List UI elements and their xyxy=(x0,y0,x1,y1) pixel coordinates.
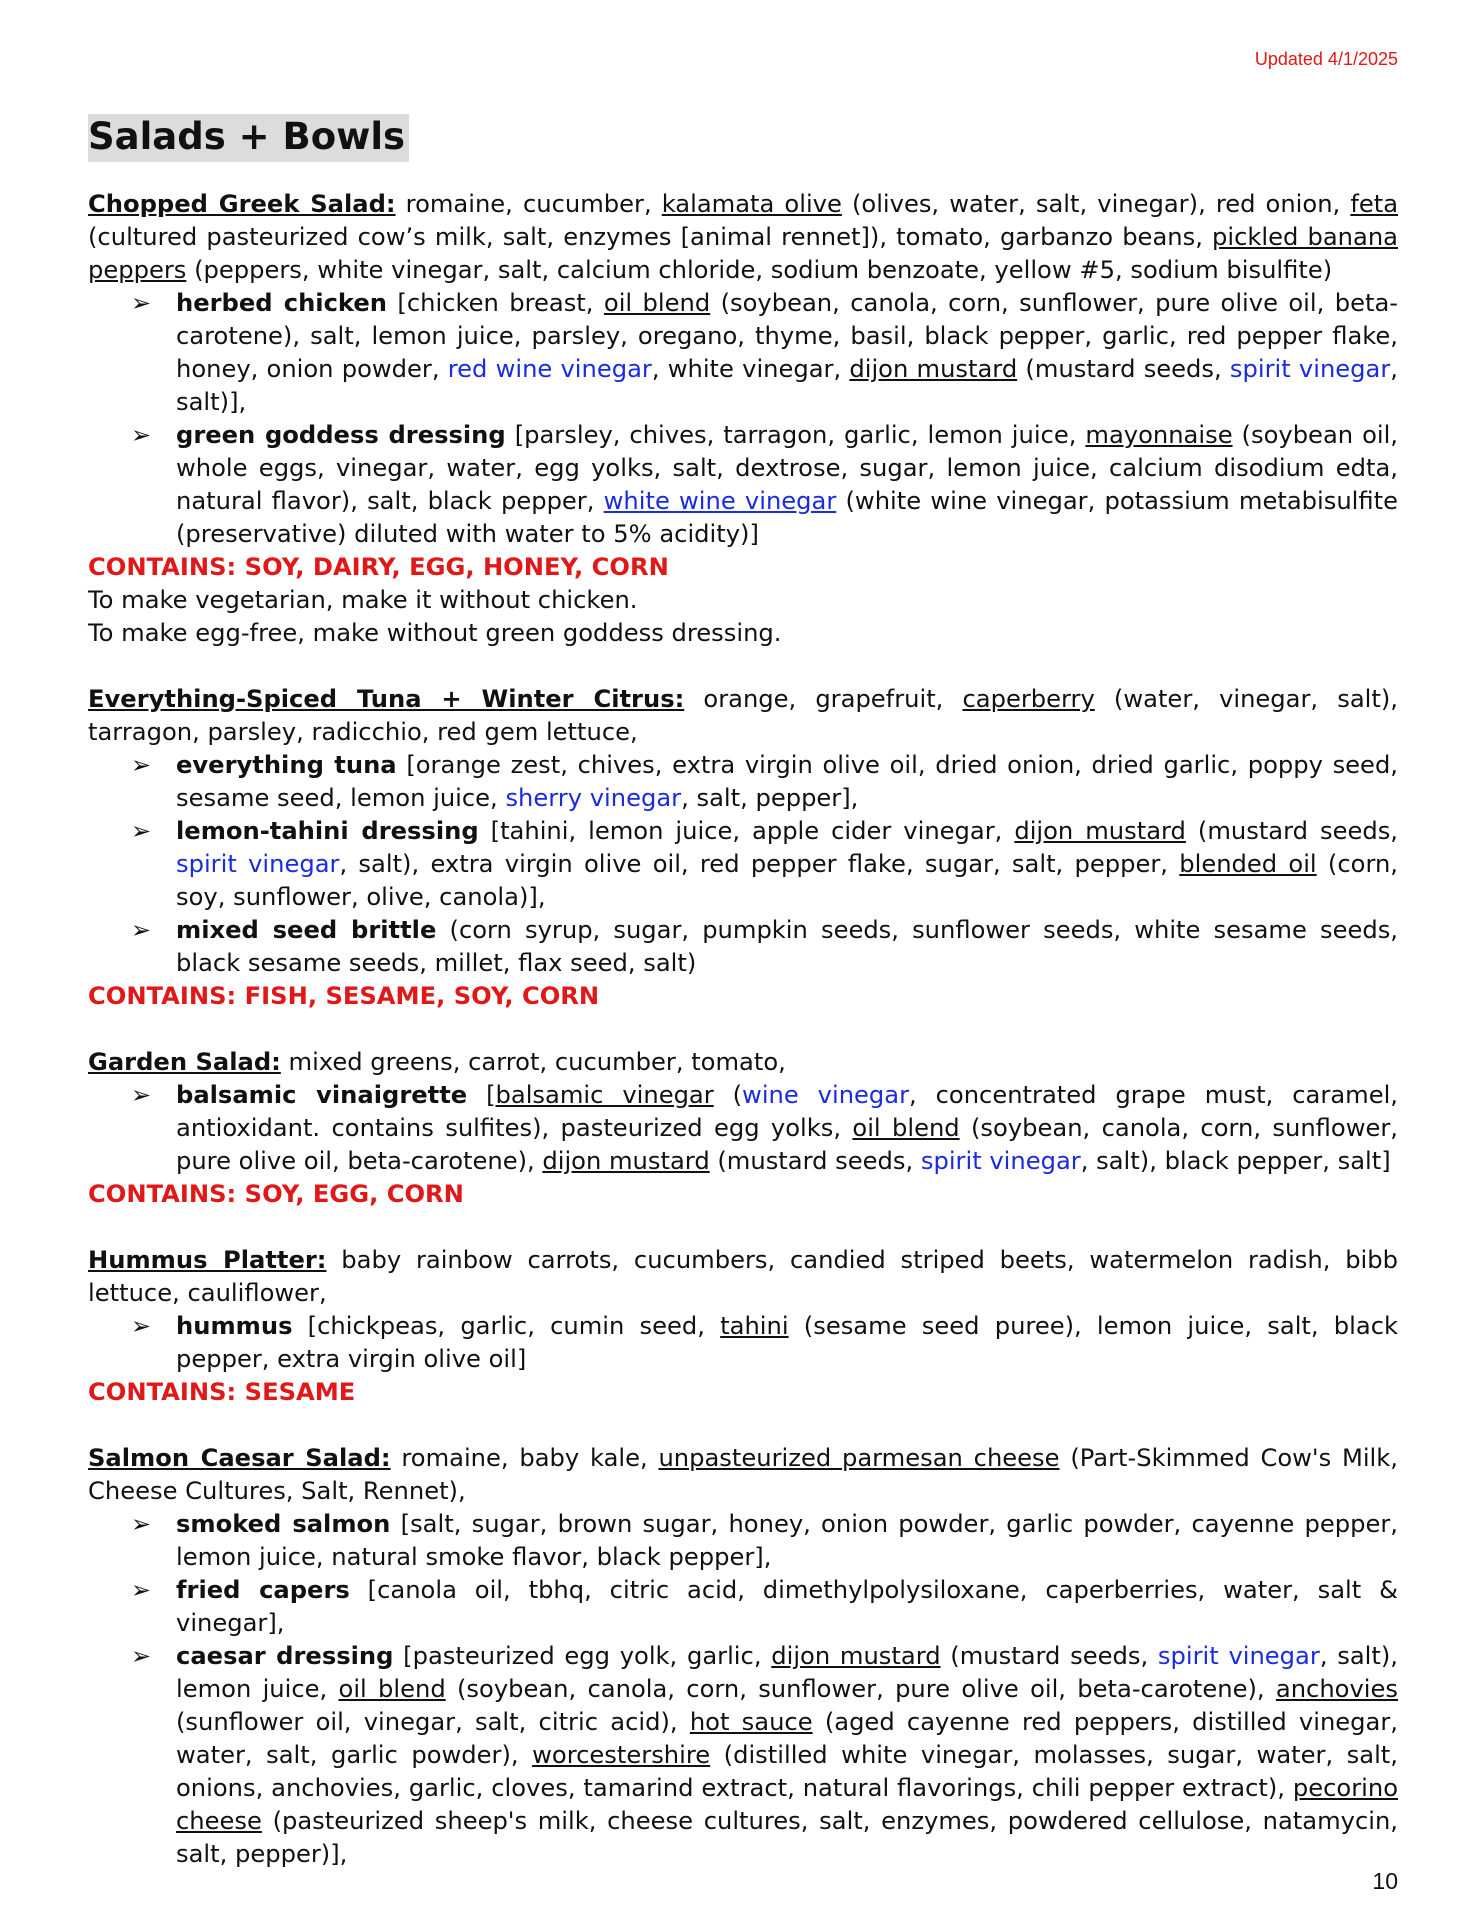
component-name: spirit vinegar xyxy=(176,850,340,878)
menu-item-name: Hummus Platter: xyxy=(88,1246,327,1274)
menu-item-name: Salmon Caesar Salad: xyxy=(88,1444,391,1472)
ingredient-text: (mustard seeds, xyxy=(1185,817,1398,845)
component-name: everything tuna xyxy=(176,751,397,779)
ingredient-text: [chicken breast, xyxy=(386,289,604,317)
component-list xyxy=(88,287,1398,551)
ingredient-text: [orange zest, chives, extra virgin olive oil, dried onion, dried garlic, poppy seed, sesame seed, lemon juice, xyxy=(176,751,1398,812)
ingredient-text: (mustard seeds, xyxy=(709,1147,921,1175)
component-name: green goddess dressing xyxy=(176,421,506,449)
ingredient-text: balsamic vinegar xyxy=(495,1081,714,1109)
component-list xyxy=(88,1508,1398,1871)
ingredient-text: ( xyxy=(713,1081,743,1109)
ingredient-text: , salt, pepper], xyxy=(681,784,859,812)
ingredient-text: oil blend xyxy=(603,289,711,317)
component-name: red wine vinegar xyxy=(447,355,652,383)
ingredient-text: (sesame seed puree), lemon juice, salt, black pepper, extra virgin olive oil] xyxy=(176,1312,1399,1373)
component-item xyxy=(176,1310,1398,1376)
menu-item-description xyxy=(88,1046,1398,1079)
ingredient-text: (corn, soy, sunflower, olive, canola)], xyxy=(176,850,1398,911)
component-name: fried capers xyxy=(176,1576,350,1604)
menu-item-name: Chopped Greek Salad: xyxy=(88,190,396,218)
allergen-warning: CONTAINS: SOY, EGG, CORN xyxy=(88,1180,464,1208)
ingredient-text: dijon mustard xyxy=(771,1642,941,1670)
component-name: mixed seed brittle xyxy=(176,916,437,944)
menu-item-name: Everything-Spiced Tuna + Winter Citrus: xyxy=(88,685,685,713)
allergen-warning: CONTAINS: SESAME xyxy=(88,1378,356,1406)
ingredient-text: (peppers, white vinegar, salt, calcium chloride, sodium benzoate, yellow #5, sodium bisulfite) xyxy=(186,256,1333,284)
ingredient-text: (aged cayenne red peppers, distilled vinegar, water, salt, garlic powder), xyxy=(176,1708,1398,1769)
updated-date: Updated 4/1/2025 xyxy=(1254,49,1398,69)
menu-item-description xyxy=(88,188,1398,287)
ingredient-text: [pasteurized egg yolk, garlic, xyxy=(393,1642,772,1670)
allergen-warning: CONTAINS: SOY, DAIRY, EGG, HONEY, CORN xyxy=(88,553,669,581)
ingredient-text: , concentrated grape must, caramel, antioxidant. contains sulfites), pasteurized egg yolks, xyxy=(176,1081,1398,1142)
component-name: smoked salmon xyxy=(176,1510,391,1538)
ingredient-text: (cultured pasteurized cow’s milk, salt, enzymes [animal rennet]), tomato, garbanzo beans, xyxy=(88,223,1213,251)
menu-item xyxy=(88,683,1398,1013)
ingredient-text: mixed greens, carrot, cucumber, tomato, xyxy=(280,1048,786,1076)
component-name: sherry vinegar xyxy=(505,784,682,812)
component-list xyxy=(88,749,1398,980)
component-name: lemon-tahini dressing xyxy=(176,817,479,845)
ingredient-text: romaine, cucumber, xyxy=(395,190,662,218)
ingredient-text: dijon mustard xyxy=(1014,817,1186,845)
menu-items-list xyxy=(88,188,1398,1871)
ingredient-text: baby rainbow carrots, cucumbers, candied striped beets, watermelon radish, bibb lettuce, cauliflower, xyxy=(88,1246,1398,1307)
page-content xyxy=(88,114,1398,1871)
ingredient-text: (mustard seeds, xyxy=(1017,355,1230,383)
ingredient-text: , salt), black pepper, salt] xyxy=(1080,1147,1391,1175)
ingredient-text: anchovies xyxy=(1275,1675,1398,1703)
ingredient-text: [ xyxy=(467,1081,496,1109)
menu-item xyxy=(88,1442,1398,1871)
ingredient-text: tahini xyxy=(720,1312,789,1340)
ingredient-text: hot sauce xyxy=(689,1708,813,1736)
item-note: To make vegetarian, make it without chicken. xyxy=(88,586,638,614)
component-item xyxy=(176,749,1398,815)
section-title: Salads + Bowls xyxy=(88,114,409,162)
component-name: balsamic vinaigrette xyxy=(176,1081,468,1109)
ingredient-text: , salt), lemon juice, xyxy=(176,1642,1398,1703)
component-name: white wine vinegar xyxy=(603,487,837,515)
ingredient-text: kalamata olive xyxy=(661,190,842,218)
ingredient-text: (corn syrup, sugar, pumpkin seeds, sunflower seeds, white sesame seeds, black sesame seeds, millet, flax seed, salt) xyxy=(176,916,1398,977)
ingredient-text: dijon mustard xyxy=(542,1147,710,1175)
component-name: spirit vinegar xyxy=(920,1147,1081,1175)
menu-item xyxy=(88,188,1398,650)
ingredient-text: (white wine vinegar, potassium metabisulfite (preservative) diluted with water to 5% acidity)] xyxy=(176,487,1399,548)
ingredient-text: (distilled white vinegar, molasses, sugar, water, salt, onions, anchovies, garlic, cloves, tamarind extract, natural flavorings, chili pepper extract), xyxy=(176,1741,1398,1802)
ingredient-text: caperberry xyxy=(962,685,1095,713)
ingredient-text: [chickpeas, garlic, cumin seed, xyxy=(292,1312,721,1340)
ingredient-text: [parsley, chives, tarragon, garlic, lemon juice, xyxy=(505,421,1086,449)
ingredient-text: orange, grapefruit, xyxy=(684,685,963,713)
ingredient-text: blended oil xyxy=(1179,850,1317,878)
component-name: wine vinegar xyxy=(742,1081,910,1109)
component-item xyxy=(176,1640,1398,1871)
menu-item-name: Garden Salad: xyxy=(88,1048,281,1076)
component-name: spirit vinegar xyxy=(1229,355,1391,383)
ingredient-text: romaine, baby kale, xyxy=(390,1444,659,1472)
component-name: hummus xyxy=(176,1312,293,1340)
ingredient-text: mayonnaise xyxy=(1085,421,1233,449)
ingredient-text: (sunflower oil, vinegar, salt, citric acid), xyxy=(176,1708,690,1736)
component-list xyxy=(88,1079,1398,1178)
item-spacer xyxy=(88,1013,1398,1046)
ingredient-text: (mustard seeds, xyxy=(940,1642,1158,1670)
ingredient-text: [tahini, lemon juice, apple cider vinegar, xyxy=(478,817,1015,845)
ingredient-text: pecorino cheese xyxy=(176,1774,1398,1835)
ingredient-text: feta xyxy=(1350,190,1399,218)
component-item xyxy=(176,815,1398,914)
item-spacer xyxy=(88,1409,1398,1442)
item-spacer xyxy=(88,1211,1398,1244)
ingredient-text: dijon mustard xyxy=(849,355,1018,383)
ingredient-text: (soybean, canola, corn, sunflower, pure olive oil, beta-carotene), xyxy=(445,1675,1276,1703)
menu-item-description xyxy=(88,1442,1398,1508)
component-item xyxy=(176,419,1398,551)
ingredient-text: oil blend xyxy=(338,1675,446,1703)
menu-item-description xyxy=(88,683,1398,749)
component-item xyxy=(176,914,1398,980)
ingredient-text: (soybean, canola, corn, sunflower, pure olive oil, beta-carotene), xyxy=(176,1114,1398,1175)
ingredient-text: pickled banana peppers xyxy=(88,223,1398,284)
ingredient-text: [salt, sugar, brown sugar, honey, onion powder, garlic powder, cayenne pepper, lemon juice, natural smoke flavor, black pepper], xyxy=(176,1510,1398,1571)
ingredient-text: , salt)], xyxy=(176,355,1398,416)
ingredient-text: (soybean oil, whole eggs, vinegar, water, egg yolks, salt, dextrose, sugar, lemon juice, calcium disodium edta, natural flavor), salt, black pepper, xyxy=(176,421,1398,515)
menu-item xyxy=(88,1046,1398,1211)
component-item xyxy=(176,1508,1398,1574)
ingredient-text: oil blend xyxy=(852,1114,960,1142)
ingredient-text: unpasteurized parmesan cheese xyxy=(658,1444,1060,1472)
ingredient-text: , salt), extra virgin olive oil, red pepper flake, sugar, salt, pepper, xyxy=(339,850,1180,878)
item-spacer xyxy=(88,650,1398,683)
component-name: caesar dressing xyxy=(176,1642,394,1670)
ingredient-text: (water, vinegar, salt), tarragon, parsley, radicchio, red gem lettuce, xyxy=(88,685,1398,746)
allergen-warning: CONTAINS: FISH, SESAME, SOY, CORN xyxy=(88,982,600,1010)
ingredient-text: , white vinegar, xyxy=(651,355,850,383)
component-name: herbed chicken xyxy=(176,289,387,317)
ingredient-text: (Part-Skimmed Cow's Milk, Cheese Cultures, Salt, Rennet), xyxy=(88,1444,1398,1505)
ingredient-text: [canola oil, tbhq, citric acid, dimethylpolysiloxane, caperberries, water, salt & vinegar], xyxy=(176,1576,1398,1637)
component-item xyxy=(176,1079,1398,1178)
ingredient-text: (soybean, canola, corn, sunflower, pure olive oil, beta-carotene), salt, lemon juice, parsley, oregano, thyme, basil, black pepper, garlic, red pepper flake, honey, onion powder, xyxy=(176,289,1398,383)
page-number: 10 xyxy=(1372,1868,1398,1894)
component-item xyxy=(176,1574,1398,1640)
ingredient-text: (pasteurized sheep's milk, cheese cultures, salt, enzymes, powdered cellulose, natamycin, salt, pepper)], xyxy=(176,1807,1398,1868)
menu-item-description xyxy=(88,1244,1398,1310)
component-list xyxy=(88,1310,1398,1376)
component-item xyxy=(176,287,1398,419)
ingredient-text: (olives, water, salt, vinegar), red onion, xyxy=(841,190,1351,218)
component-name: spirit vinegar xyxy=(1157,1642,1320,1670)
ingredient-text: worcestershire xyxy=(532,1741,711,1769)
menu-item xyxy=(88,1244,1398,1409)
item-note: To make egg-free, make without green goddess dressing. xyxy=(88,619,782,647)
